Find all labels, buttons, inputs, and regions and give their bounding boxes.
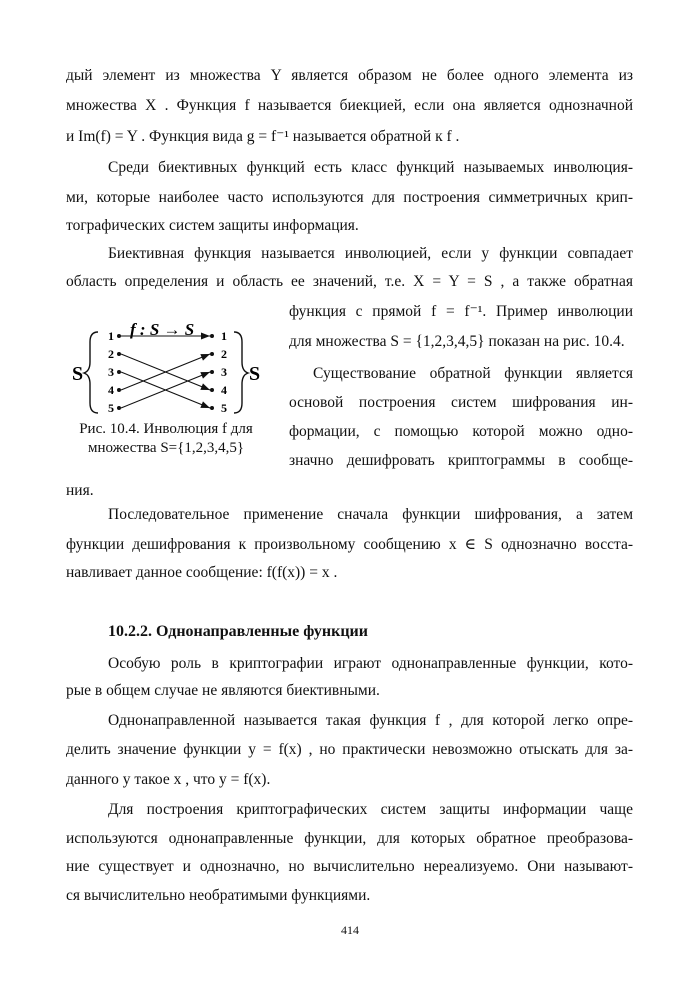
text-line: область определения и область ее значений, т.е. X = Y = S , а также обратная — [66, 273, 633, 290]
arrow-head — [200, 401, 210, 408]
right-node-label: 5 — [221, 401, 227, 415]
text-line: Однонаправленной называется такая функция f , для которой легко опре- — [108, 712, 633, 729]
arrow-head — [200, 354, 210, 361]
section-heading: 10.2.2. Однонаправленные функции — [108, 623, 368, 640]
left-node-label: 5 — [108, 401, 114, 415]
text-line: Среди биективных функций есть класс функций называемых инволюция- — [108, 159, 633, 176]
right-node-dot — [210, 352, 214, 356]
page-number: 414 — [341, 923, 359, 937]
arrow-head — [200, 383, 210, 390]
text-line: используются однонаправленные функции, для которых обратное преобразова- — [66, 830, 633, 847]
left-node-label: 4 — [108, 383, 114, 397]
text-line: тографических систем защиты информация. — [66, 217, 359, 234]
arrow-head — [200, 372, 210, 379]
figure-caption-line1: Рис. 10.4. Инволюция f для — [79, 421, 253, 437]
left-node-dot — [117, 388, 121, 392]
figure-caption-line2: множества S={1,2,3,4,5} — [87, 440, 245, 456]
arrow-head — [201, 333, 210, 340]
text-line: функция с прямой f = f⁻¹. Пример инволюции — [289, 303, 633, 320]
text-line: Существование обратной функции является — [313, 365, 633, 382]
right-brace — [234, 332, 248, 413]
text-line: ния. — [66, 482, 94, 499]
left-brace — [84, 332, 98, 413]
text-line: ми, которые наиболее часто используются для построения симметричных крип- — [66, 189, 633, 206]
set-left-label: S — [72, 363, 84, 385]
left-node-dot — [117, 370, 121, 374]
left-node-label: 1 — [108, 329, 114, 343]
involution-diagram — [66, 318, 276, 418]
text-line: делить значение функции y = f(x) , но практически невозможно отыскать для за- — [66, 741, 633, 758]
text-line: навливает данное сообщение: f(f(x)) = x . — [66, 564, 338, 581]
text-line: Для построения криптографических систем защиты информации чаще — [108, 801, 633, 818]
left-node-dot — [117, 406, 121, 410]
text-line: Особую роль в криптографии играют однонаправленные функции, кото- — [108, 655, 633, 672]
right-node-label: 4 — [221, 383, 227, 397]
text-line: значно дешифровать криптограммы в сообще- — [289, 452, 633, 469]
left-node-label: 3 — [108, 365, 114, 379]
text-line: и Im(f) = Y . Функция вида g = f⁻¹ называется обратной к f . — [66, 128, 460, 145]
left-node-dot — [117, 352, 121, 356]
left-node-dot — [117, 334, 121, 338]
text-line: Биективная функция называется инволюцией, если у функции совпадает — [108, 245, 633, 262]
text-line: дый элемент из множества Y является образом не более одного элемента из — [66, 67, 633, 84]
text-line: ся вычислительно необратимыми функциями. — [66, 887, 371, 904]
right-node-dot — [210, 334, 214, 338]
text-line: рые в общем случае не являются биективными. — [66, 682, 380, 699]
right-node-label: 3 — [221, 365, 227, 379]
right-node-dot — [210, 388, 214, 392]
right-node-dot — [210, 370, 214, 374]
text-line: данного y такое x , что y = f(x). — [66, 771, 271, 788]
right-node-label: 1 — [221, 329, 227, 343]
text-line: основой построения систем шифрования ин- — [289, 394, 633, 411]
text-line: для множества S = {1,2,3,4,5} показан на рис. 10.4. — [289, 333, 625, 350]
text-line: множества X . Функция f называется биекцией, если она является однозначной — [66, 97, 633, 114]
right-node-label: 2 — [221, 347, 227, 361]
mapping-label: f : S → S — [130, 320, 195, 339]
set-right-label: S — [249, 363, 261, 385]
text-line: Последовательное применение сначала функции шифрования, а затем — [108, 506, 633, 523]
left-node-label: 2 — [108, 347, 114, 361]
text-line: формации, с помощью которой можно одно- — [289, 423, 633, 440]
text-line: ние существует и однозначно, но вычислительно нереализуемо. Они называют- — [66, 858, 633, 875]
right-node-dot — [210, 406, 214, 410]
text-line: функции дешифрования к произвольному сообщению x ∈ S однозначно восста- — [66, 536, 633, 553]
